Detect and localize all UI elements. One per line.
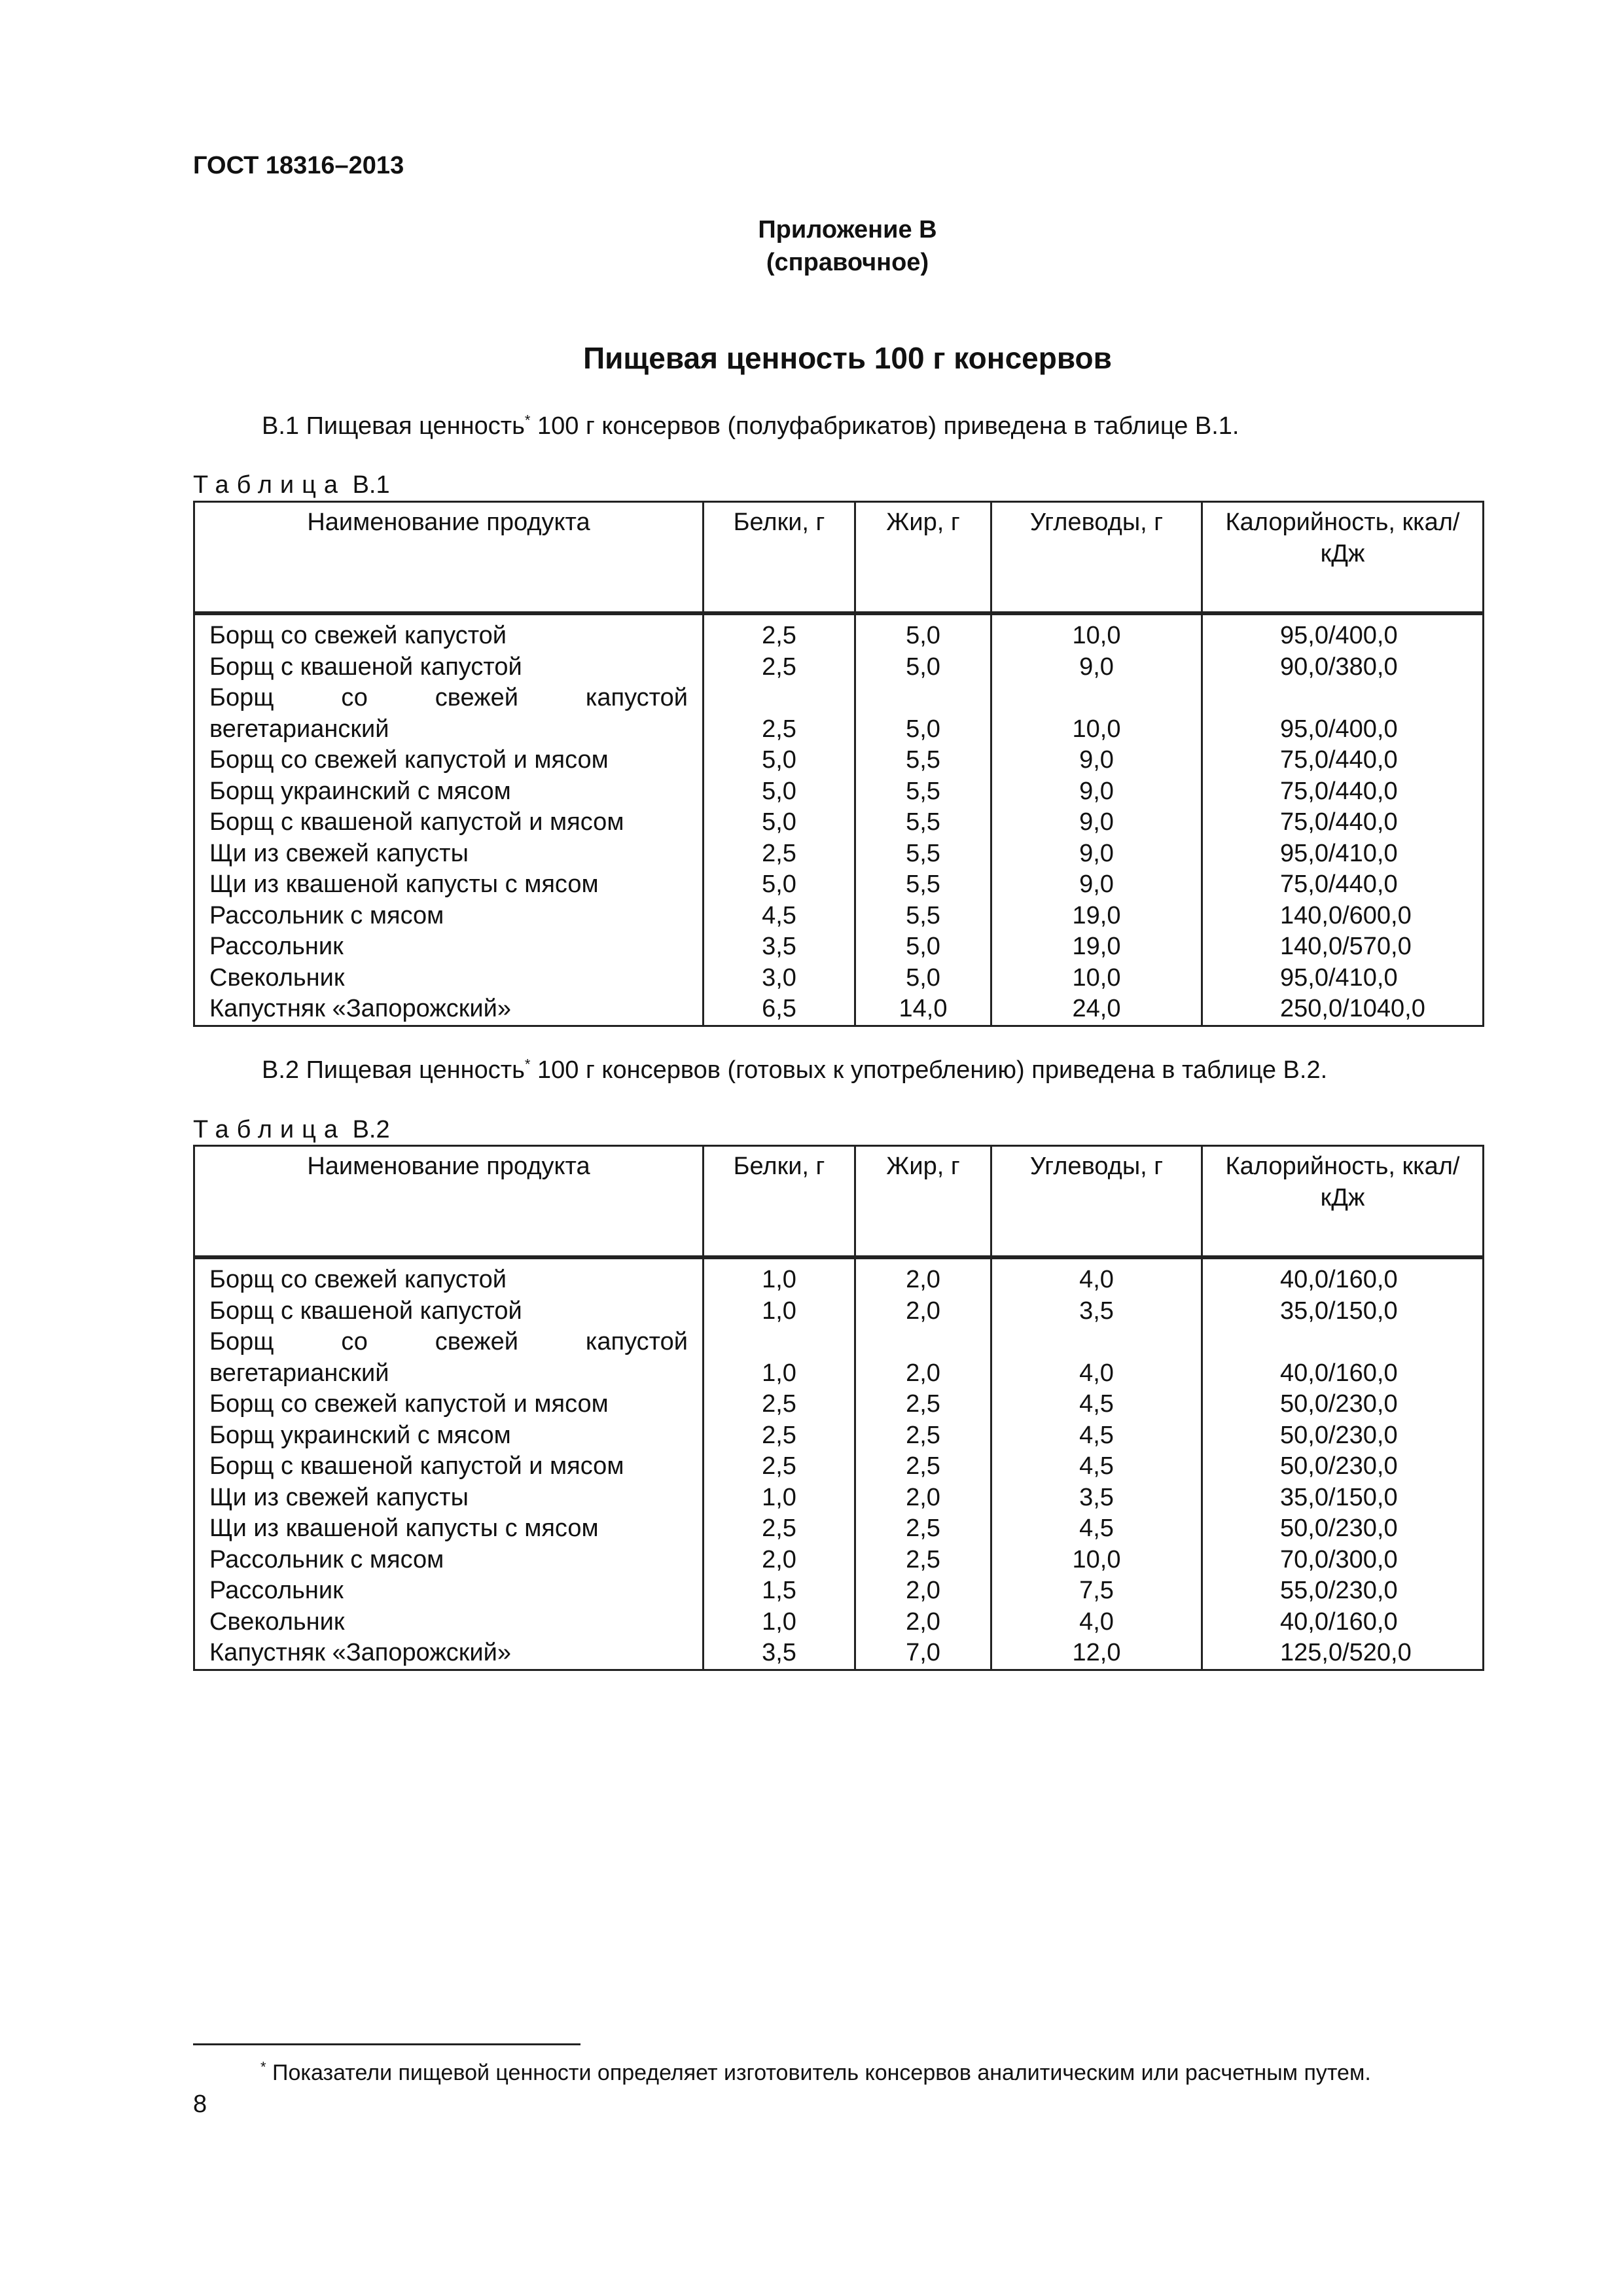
carbs-cell: 3,5 [991, 1482, 1202, 1514]
calories-cell: 140,0/570,0 [1202, 931, 1484, 963]
footnote-mark: * [524, 1056, 531, 1073]
table-header-row [194, 502, 1484, 614]
product-name-cell: Свекольник [194, 963, 704, 994]
fat-cell: 5,5 [855, 776, 991, 808]
protein-cell: 1,0 [704, 1482, 855, 1514]
appendix-type: (справочное) [766, 249, 929, 276]
product-name-cell: Борщ со свежей капустой вегетарианский [194, 1327, 704, 1389]
product-name-cell: Борщ со свежей капустой и мясом [194, 1389, 704, 1420]
fat-cell: 2,0 [855, 1327, 991, 1389]
protein-cell: 2,5 [704, 838, 855, 870]
calories-cell: 140,0/600,0 [1202, 901, 1484, 932]
table-caption-word: Таблица [193, 471, 346, 499]
table-row [194, 683, 1484, 745]
calories-cell: 95,0/410,0 [1202, 838, 1484, 870]
product-name-cell: Щи из квашеной капусты с мясом [194, 869, 704, 901]
product-name-cell: Капустняк «Запорожский» [194, 1638, 704, 1670]
column-header-calories: Калорийность, ккал/кДж [1202, 502, 1484, 614]
footnote [260, 2060, 1371, 2086]
protein-cell: 2,5 [704, 652, 855, 683]
carbs-cell: 4,0 [991, 1257, 1202, 1296]
fat-cell: 2,5 [855, 1513, 991, 1545]
table-b1-body [194, 613, 1484, 1026]
product-name-cell: Щи из свежей капусты [194, 1482, 704, 1514]
fat-cell: 14,0 [855, 994, 991, 1026]
paragraph-b2-text-start: В.2 Пищевая ценность [262, 1056, 525, 1084]
page-number: 8 [193, 2090, 207, 2118]
product-name-cell: Борщ с квашеной капустой и мясом [194, 807, 704, 838]
protein-cell: 5,0 [704, 869, 855, 901]
carbs-cell: 9,0 [991, 745, 1202, 776]
calories-cell: 95,0/410,0 [1202, 963, 1484, 994]
product-name-cell: Капустняк «Запорожский» [194, 994, 704, 1026]
protein-cell: 2,5 [704, 1420, 855, 1452]
table-row [194, 901, 1484, 932]
calories-cell: 95,0/400,0 [1202, 613, 1484, 652]
fat-cell: 7,0 [855, 1638, 991, 1670]
footnote-mark: * [260, 2058, 266, 2075]
appendix-title: Приложение В [758, 216, 937, 243]
table-caption-number: В.2 [352, 1116, 390, 1143]
table-b2-caption [193, 1116, 390, 1144]
table-b2 [193, 1145, 1484, 1671]
footnote-mark: * [524, 412, 531, 429]
calories-cell: 75,0/440,0 [1202, 745, 1484, 776]
carbs-cell: 4,0 [991, 1327, 1202, 1389]
product-name-cell: Борщ со свежей капустой [194, 613, 704, 652]
table-row [194, 1638, 1484, 1670]
fat-cell: 5,0 [855, 683, 991, 745]
table-row [194, 745, 1484, 776]
protein-cell: 1,0 [704, 1607, 855, 1638]
protein-cell: 4,5 [704, 901, 855, 932]
fat-cell: 5,5 [855, 869, 991, 901]
table-row [194, 1607, 1484, 1638]
protein-cell: 6,5 [704, 994, 855, 1026]
protein-cell: 5,0 [704, 807, 855, 838]
protein-cell: 2,5 [704, 1451, 855, 1482]
product-name-cell: Борщ со свежей капустой [194, 1257, 704, 1296]
paragraph-b1 [262, 412, 1239, 440]
fat-cell: 2,0 [855, 1575, 991, 1607]
table-row [194, 838, 1484, 870]
table-row [194, 613, 1484, 652]
protein-cell: 3,5 [704, 1638, 855, 1670]
table-row [194, 1513, 1484, 1545]
carbs-cell: 12,0 [991, 1638, 1202, 1670]
carbs-cell: 9,0 [991, 869, 1202, 901]
calories-cell: 35,0/150,0 [1202, 1296, 1484, 1327]
fat-cell: 2,5 [855, 1451, 991, 1482]
column-header-calories: Калорийность, ккал/ кДж [1202, 1146, 1484, 1258]
column-header-protein: Белки, г [704, 1146, 855, 1258]
table-row [194, 1575, 1484, 1607]
column-header-carbs: Углеводы, г [991, 1146, 1202, 1258]
carbs-cell: 7,5 [991, 1575, 1202, 1607]
carbs-cell: 10,0 [991, 683, 1202, 745]
table-b1 [193, 501, 1484, 1027]
standard-code: ГОСТ 18316–2013 [193, 152, 404, 179]
section-title: Пищевая ценность 100 г консервов [583, 341, 1112, 375]
calories-cell: 50,0/230,0 [1202, 1420, 1484, 1452]
table-row [194, 652, 1484, 683]
protein-cell: 5,0 [704, 776, 855, 808]
carbs-cell: 9,0 [991, 776, 1202, 808]
carbs-cell: 10,0 [991, 963, 1202, 994]
product-name-cell: Свекольник [194, 1607, 704, 1638]
product-name-cell: Борщ с квашеной капустой [194, 652, 704, 683]
fat-cell: 5,0 [855, 652, 991, 683]
column-header-name: Наименование продукта [194, 1146, 704, 1258]
carbs-cell: 9,0 [991, 838, 1202, 870]
carbs-cell: 4,5 [991, 1513, 1202, 1545]
calories-cell: 35,0/150,0 [1202, 1482, 1484, 1514]
table-header-row [194, 1146, 1484, 1258]
protein-cell: 2,0 [704, 1545, 855, 1576]
protein-cell: 2,5 [704, 613, 855, 652]
carbs-cell: 10,0 [991, 613, 1202, 652]
calories-cell: 40,0/160,0 [1202, 1327, 1484, 1389]
fat-cell: 2,0 [855, 1482, 991, 1514]
product-name-cell: Щи из свежей капусты [194, 838, 704, 870]
calories-cell: 250,0/1040,0 [1202, 994, 1484, 1026]
calories-cell: 75,0/440,0 [1202, 869, 1484, 901]
carbs-cell: 24,0 [991, 994, 1202, 1026]
fat-cell: 5,0 [855, 963, 991, 994]
calories-cell: 125,0/520,0 [1202, 1638, 1484, 1670]
calories-cell: 75,0/440,0 [1202, 807, 1484, 838]
table-caption-word: Таблица [193, 1116, 346, 1143]
table-row [194, 807, 1484, 838]
protein-cell: 2,5 [704, 683, 855, 745]
fat-cell: 2,5 [855, 1545, 991, 1576]
table-row [194, 1327, 1484, 1389]
product-name-cell: Борщ украинский с мясом [194, 1420, 704, 1452]
product-name-cell: Борщ с квашеной капустой и мясом [194, 1451, 704, 1482]
table-row [194, 994, 1484, 1026]
column-header-protein: Белки, г [704, 502, 855, 614]
table-row [194, 931, 1484, 963]
fat-cell: 5,5 [855, 745, 991, 776]
table-caption-number: В.1 [352, 471, 390, 499]
carbs-cell: 4,5 [991, 1451, 1202, 1482]
table-row [194, 963, 1484, 994]
table-row [194, 1257, 1484, 1296]
carbs-cell: 10,0 [991, 1545, 1202, 1576]
product-name-cell: Борщ украинский с мясом [194, 776, 704, 808]
fat-cell: 2,0 [855, 1296, 991, 1327]
paragraph-b1-text-end: 100 г консервов (полуфабрикатов) приведена в таблице В.1. [530, 412, 1240, 440]
calories-cell: 55,0/230,0 [1202, 1575, 1484, 1607]
fat-cell: 5,5 [855, 807, 991, 838]
column-header-fat: Жир, г [855, 502, 991, 614]
column-header-fat: Жир, г [855, 1146, 991, 1258]
calories-cell: 75,0/440,0 [1202, 776, 1484, 808]
carbs-cell: 9,0 [991, 652, 1202, 683]
calories-cell: 40,0/160,0 [1202, 1607, 1484, 1638]
table-row [194, 1482, 1484, 1514]
calories-cell: 90,0/380,0 [1202, 652, 1484, 683]
protein-cell: 1,5 [704, 1575, 855, 1607]
carbs-cell: 3,5 [991, 1296, 1202, 1327]
protein-cell: 3,5 [704, 931, 855, 963]
table-row [194, 869, 1484, 901]
calories-cell: 40,0/160,0 [1202, 1257, 1484, 1296]
table-b2-body [194, 1257, 1484, 1670]
product-name-cell: Рассольник с мясом [194, 901, 704, 932]
carbs-cell: 9,0 [991, 807, 1202, 838]
table-row [194, 1545, 1484, 1576]
column-header-carbs: Углеводы, г [991, 502, 1202, 614]
footnote-separator [193, 2043, 580, 2045]
footnote-text: Показатели пищевой ценности определяет изготовитель консервов аналитическим или расчетным путем. [266, 2060, 1371, 2085]
protein-cell: 1,0 [704, 1327, 855, 1389]
fat-cell: 5,0 [855, 931, 991, 963]
fat-cell: 5,0 [855, 613, 991, 652]
table-row [194, 1420, 1484, 1452]
product-name-cell: Борщ со свежей капустой вегетарианский [194, 683, 704, 745]
paragraph-b2 [262, 1056, 1327, 1085]
fat-cell: 5,5 [855, 901, 991, 932]
calories-cell: 50,0/230,0 [1202, 1513, 1484, 1545]
column-header-name: Наименование продукта [194, 502, 704, 614]
paragraph-b2-text-end: 100 г консервов (готовых к употреблению) приведена в таблице В.2. [530, 1056, 1328, 1084]
calories-cell: 50,0/230,0 [1202, 1451, 1484, 1482]
table-row [194, 1451, 1484, 1482]
carbs-cell: 4,5 [991, 1420, 1202, 1452]
table-row [194, 1389, 1484, 1420]
fat-cell: 2,5 [855, 1420, 991, 1452]
protein-cell: 2,5 [704, 1513, 855, 1545]
product-name-cell: Рассольник [194, 931, 704, 963]
fat-cell: 5,5 [855, 838, 991, 870]
paragraph-b1-text-start: В.1 Пищевая ценность [262, 412, 525, 440]
calories-cell: 70,0/300,0 [1202, 1545, 1484, 1576]
table-row [194, 1296, 1484, 1327]
product-name-cell: Борщ с квашеной капустой [194, 1296, 704, 1327]
protein-cell: 3,0 [704, 963, 855, 994]
protein-cell: 1,0 [704, 1257, 855, 1296]
fat-cell: 2,0 [855, 1257, 991, 1296]
carbs-cell: 4,5 [991, 1389, 1202, 1420]
carbs-cell: 4,0 [991, 1607, 1202, 1638]
calories-cell: 95,0/400,0 [1202, 683, 1484, 745]
table-b1-caption [193, 471, 390, 499]
carbs-cell: 19,0 [991, 931, 1202, 963]
product-name-cell: Щи из квашеной капусты с мясом [194, 1513, 704, 1545]
protein-cell: 5,0 [704, 745, 855, 776]
fat-cell: 2,0 [855, 1607, 991, 1638]
product-name-cell: Рассольник [194, 1575, 704, 1607]
table-row [194, 776, 1484, 808]
product-name-cell: Рассольник с мясом [194, 1545, 704, 1576]
carbs-cell: 19,0 [991, 901, 1202, 932]
calories-cell: 50,0/230,0 [1202, 1389, 1484, 1420]
protein-cell: 2,5 [704, 1389, 855, 1420]
fat-cell: 2,5 [855, 1389, 991, 1420]
product-name-cell: Борщ со свежей капустой и мясом [194, 745, 704, 776]
protein-cell: 1,0 [704, 1296, 855, 1327]
